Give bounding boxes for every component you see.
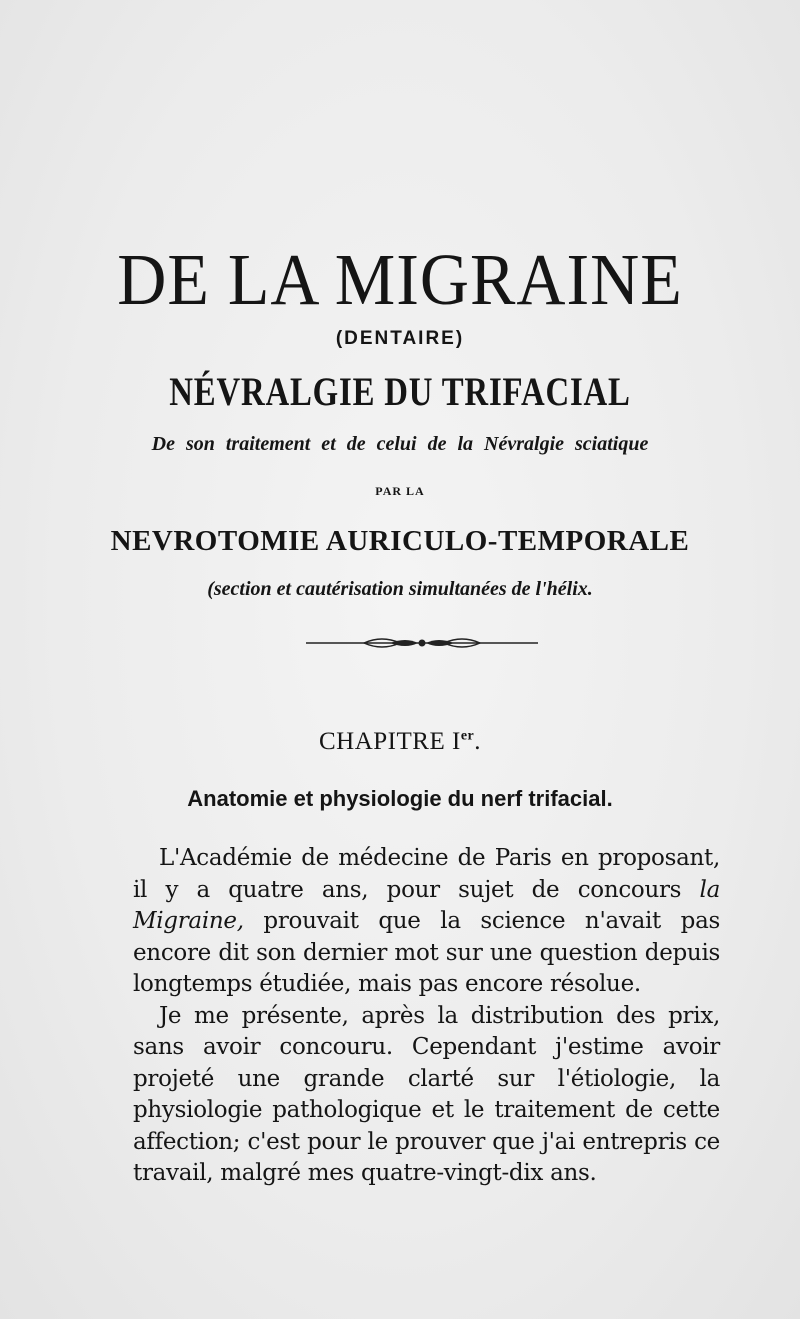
chapter-label: CHAPITRE I xyxy=(319,728,461,755)
ornament-divider-icon xyxy=(306,632,538,654)
chapter-heading xyxy=(0,728,800,756)
chapter-suffix: . xyxy=(474,728,481,755)
paragraph-text: L'Académie de médecine de Paris en proposant, il y a quatre ans, pour sujet de concours xyxy=(133,845,720,903)
paragraph-text: prouvait que la science n'avait pas encore dit son dernier mot sur une question depuis longtemps étudiée, mais pas encore résolue. xyxy=(133,908,720,997)
body-text xyxy=(133,843,720,1190)
subtitle-procedure: NEVROTOMIE AURICULO-TEMPORALE xyxy=(110,525,690,557)
section-title: Anatomie et physiologie du nerf trifacial. xyxy=(187,786,613,811)
paragraph xyxy=(133,843,720,1001)
paragraph: Je me présente, après la distribution des prix, sans avoir concouru. Cependant j'estime avoir projeté une grande clarté sur l'étiologie, la physiologie pathologique et le traitement de cette affection; c'est pour le prouver que j'ai entrepris ce travail, malgré mes quatre-vingt-dix ans. xyxy=(133,1002,720,1186)
par-la-label: PAR LA xyxy=(375,484,425,498)
page-title: DE LA MIGRAINE xyxy=(117,237,683,320)
chapter-superscript: er xyxy=(460,728,475,744)
subtitle-parenthetical: (DENTAIRE) xyxy=(335,328,465,349)
subtitle-neuralgia: NÉVRALGIE DU TRIFACIAL xyxy=(169,369,631,414)
emphasis-text: la Migraine, xyxy=(133,876,720,934)
subtitle-procedure-note: (section et cautérisation simultanées de l'hélix. xyxy=(207,578,593,600)
subtitle-treatment: De son traitement et de celui de la Névralgie sciatique xyxy=(151,433,649,455)
